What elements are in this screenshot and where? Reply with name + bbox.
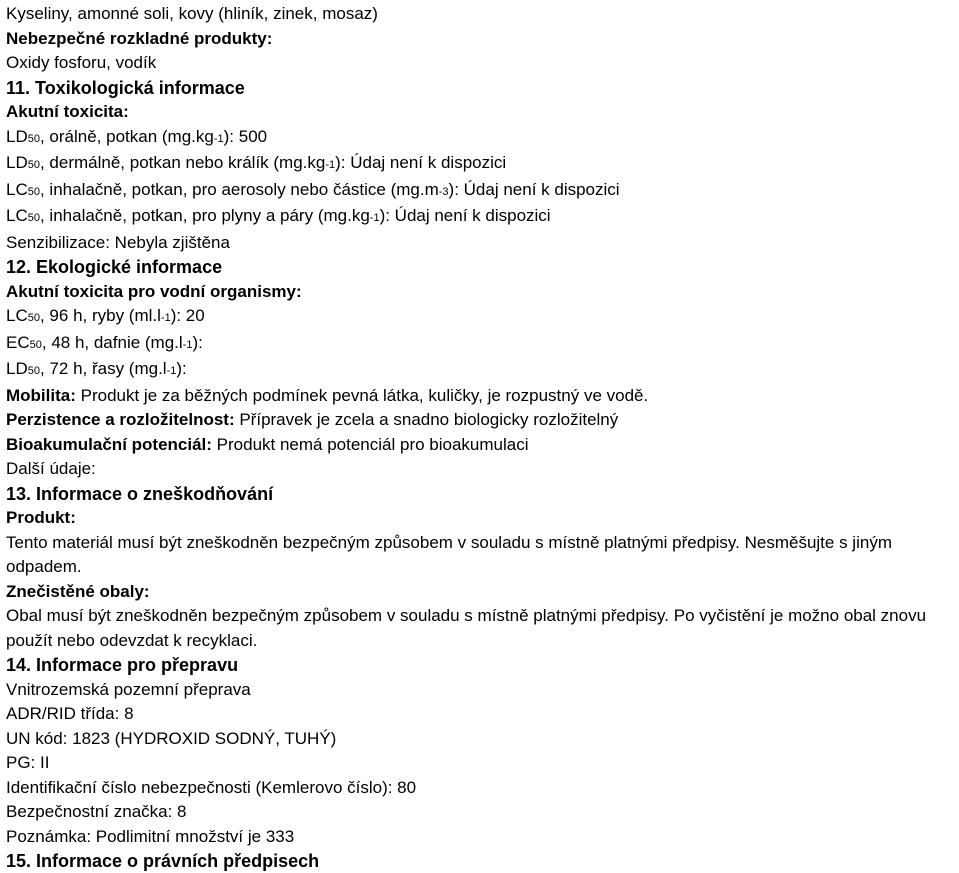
lc50-gas-label: LC: [6, 206, 28, 225]
packing-group-text: PG: II: [6, 753, 50, 772]
lc50-gas-subscript: 50: [27, 212, 40, 224]
ld50-dermal-subscript: 50: [27, 159, 40, 171]
ec50-daphnia-subscript: 50: [29, 338, 42, 351]
ec50-daphnia-value: ):: [192, 332, 203, 352]
ld50-dermal-value: ): Údaj není k dispozici: [335, 153, 507, 172]
un-code-text: UN kód: 1823 (HYDROXID SODNÝ, TUHÝ): [6, 728, 337, 748]
lc50-aerosol-exponent: -3: [438, 185, 449, 198]
sensitization-text: Senzibilizace: Nebyla zjištěna: [6, 232, 230, 252]
ec50-daphnia-desc: , 48 h, dafnie (mg.l: [41, 332, 183, 352]
section-15-heading: 15. Informace o právních předpisech: [6, 851, 320, 871]
inland-transport-text: Vnitrozemská pozemní přeprava: [6, 679, 251, 699]
ld50-algae-value: ):: [176, 359, 187, 378]
lc50-fish-label: LC: [6, 306, 28, 325]
ld50-dermal-label: LD: [6, 153, 28, 172]
ld50-algae-desc: , 72 h, řasy (mg.l: [39, 359, 167, 378]
ld50-dermal-line: [6, 151, 953, 178]
mobility-label: Mobilita:: [6, 385, 76, 405]
persistence-label: Perzistence a rozložitelnost:: [6, 410, 235, 429]
lc50-fish-line: [6, 304, 953, 331]
persistence-line: [6, 408, 953, 433]
safety-label-text: Bezpečnostní značka: 8: [6, 802, 187, 821]
lc50-fish-desc: , 96 h, ryby (ml.l: [39, 306, 161, 325]
lc50-gas-value: ): Údaj není k dispozici: [379, 206, 551, 225]
lc50-aerosol-label: LC: [6, 179, 28, 199]
adr-rid-class-text: ADR/RID třída: 8: [6, 704, 134, 723]
lc50-gas-desc: , inhalačně, potkan, pro plyny a páry (mg.kg: [39, 206, 370, 225]
decomposition-products-text: Oxidy fosforu, vodík: [6, 53, 157, 72]
lc50-fish-value: ): 20: [170, 306, 205, 325]
note-text: Poznámka: Podlimitní množství je 333: [6, 826, 295, 846]
product-disposal-text: Tento materiál musí být zneškodněn bezpečným způsobem v souladu s místně platnými předpisy. Nesměšujte s jiným odpadem.: [6, 532, 892, 576]
ld50-oral-label: LD: [6, 126, 28, 146]
ld50-oral-exponent: -1: [213, 132, 224, 145]
hazard-id-number-text: Identifikační číslo nebezpečnosti (Kemlerovo číslo): 80: [6, 777, 417, 797]
section-13-heading: 13. Informace o zneškodňování: [6, 483, 274, 504]
section-11-heading: 11. Toxikologická informace: [6, 77, 245, 98]
ld50-oral-line: [6, 125, 953, 152]
ld50-dermal-desc: , dermálně, potkan nebo králík (mg.kg: [39, 153, 326, 172]
packaging-disposal-text: Obal musí být zneškodněn bezpečným způsobem v souladu s místně platnými předpisy. Po vyčistění je možno obal znovu použít nebo odevzdat k recyklaci.: [6, 606, 927, 650]
bioaccumulation-label: Bioakumulační potenciál:: [6, 434, 212, 454]
lc50-fish-exponent: -1: [160, 312, 171, 324]
contaminated-packaging-heading: Znečistěné obaly:: [6, 581, 150, 601]
hazardous-decomposition-heading: Nebezpečné rozkladné produkty:: [6, 28, 273, 48]
ec50-daphnia-exponent: -1: [182, 338, 193, 351]
ld50-oral-desc: , orálně, potkan (mg.kg: [39, 126, 214, 146]
ld50-algae-line: [6, 357, 953, 384]
aquatic-toxicity-heading: Akutní toxicita pro vodní organismy:: [6, 281, 302, 301]
lc50-fish-subscript: 50: [27, 312, 40, 324]
section-12-heading: 12. Ekologické informace: [6, 257, 223, 277]
ld50-algae-label: LD: [6, 359, 28, 378]
bioaccumulation-text: Produkt nemá potenciál pro bioakumulaci: [211, 434, 529, 454]
lc50-aerosol-subscript: 50: [27, 185, 40, 198]
ld50-oral-value: ): 500: [223, 126, 268, 146]
section-14-heading: 14. Informace pro přepravu: [6, 655, 239, 675]
incompatible-materials-text: Kyseliny, amonné soli, kovy (hliník, zinek, mosaz): [6, 4, 378, 23]
lc50-aerosol-desc: , inhalačně, potkan, pro aerosoly nebo částice (mg.m: [39, 179, 439, 199]
acute-toxicity-heading: Akutní toxicita:: [6, 102, 129, 121]
ld50-algae-subscript: 50: [27, 365, 40, 377]
mobility-text: Produkt je za běžných podmínek pevná látka, kuličky, je rozpustný ve vodě.: [75, 385, 649, 405]
ec50-daphnia-label: EC: [6, 332, 30, 352]
bioaccumulation-line: [6, 433, 953, 458]
lc50-gas-exponent: -1: [369, 212, 380, 224]
lc50-aerosol-value: ): Údaj není k dispozici: [448, 179, 620, 199]
ld50-algae-exponent: -1: [166, 365, 177, 377]
ld50-oral-subscript: 50: [27, 132, 40, 145]
mobility-line: [6, 384, 953, 409]
lc50-gas-line: [6, 204, 953, 231]
other-info-text: Další údaje:: [6, 459, 96, 478]
lc50-aerosol-line: [6, 178, 953, 205]
ec50-daphnia-line: [6, 331, 953, 358]
ld50-dermal-exponent: -1: [325, 159, 336, 171]
product-heading: Produkt:: [6, 508, 76, 527]
persistence-text: Přípravek je zcela a snadno biologicky rozložitelný: [234, 410, 619, 429]
